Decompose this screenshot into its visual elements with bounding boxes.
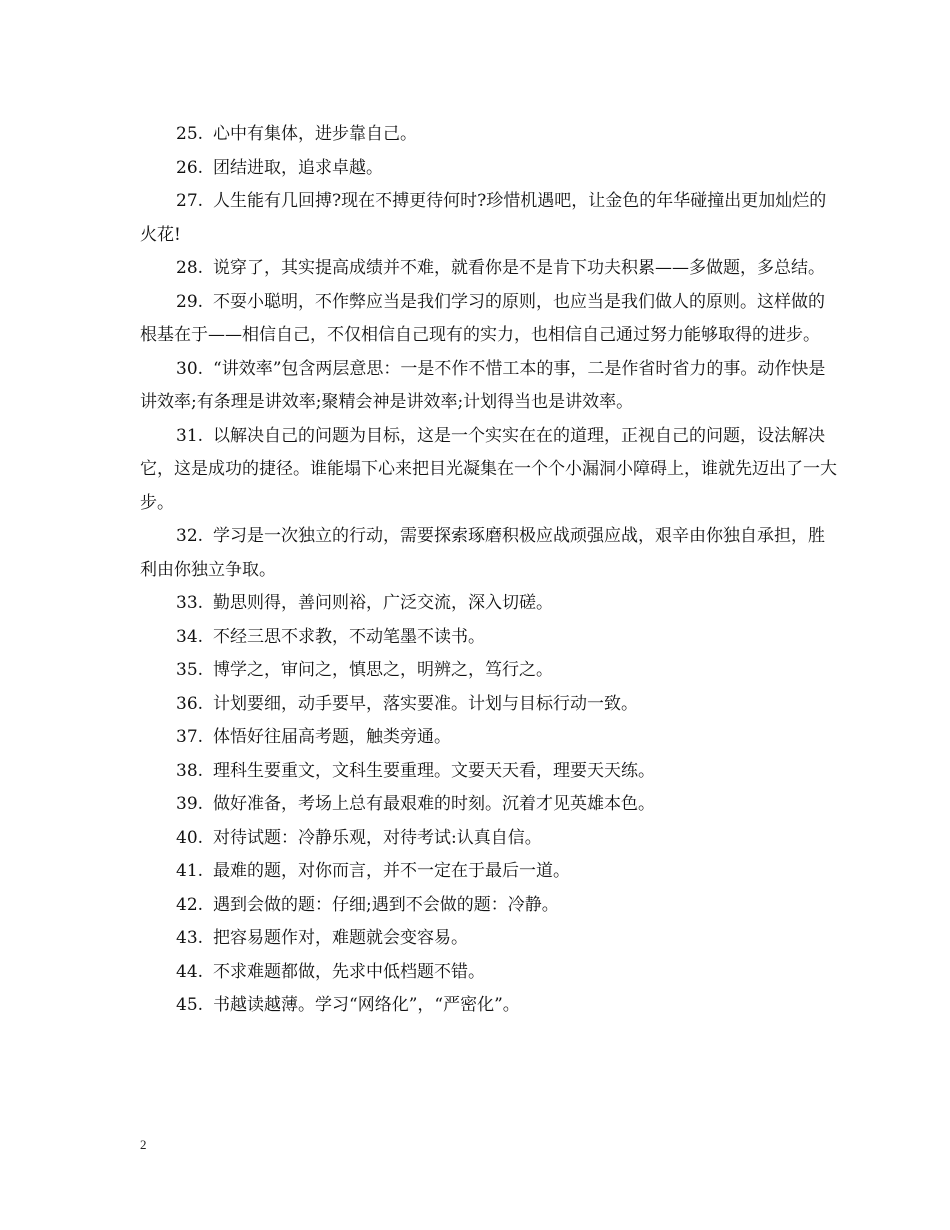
item-text: 书越读越薄。学习“网络化”，“严密化”。: [213, 995, 520, 1015]
list-item: [140, 788, 840, 822]
item-text: 理科生要重文，文科生要重理。文要天天看，理要天天练。: [213, 760, 656, 781]
item-text: “讲效率”包含两层意思：一是不作不惜工本的事，二是作省时省力的事。动作快是讲效率;有条理是讲效率;聚精会神是讲效率;计划得当也是讲效率。: [140, 358, 826, 412]
item-number: 38.: [176, 760, 204, 781]
list-item: [140, 989, 840, 1023]
item-number: 42.: [176, 894, 204, 915]
quote-list: [140, 118, 840, 1023]
item-number: 27.: [176, 191, 204, 211]
item-number: 28.: [176, 258, 204, 278]
item-text: 计划要细，动手要早，落实要准。计划与目标行动一致。: [213, 693, 639, 714]
item-text: 以解决自己的问题为目标，这是一个实实在在的道理，正视自己的问题，设法解决它，这是成功的捷径。谁能塌下心来把目光凝集在一个个小漏洞小障碍上，谁就先迈出了一大步。: [140, 425, 837, 513]
list-item: [140, 286, 840, 353]
item-text: 不耍小聪明，不作弊应当是我们学习的原则，也应当是我们做人的原则。这样做的根基在于——相信自己，不仅相信自己现有的实力，也相信自己通过努力能够取得的进步。: [140, 291, 826, 345]
item-number: 34.: [176, 626, 204, 647]
item-number: 25.: [176, 124, 204, 144]
item-number: 41.: [176, 861, 204, 881]
list-item: [140, 721, 840, 755]
item-number: 26.: [176, 157, 204, 178]
page-number: 2: [140, 1137, 147, 1152]
item-text: 心中有集体，进步靠自己。: [213, 124, 418, 144]
item-number: 40.: [176, 827, 204, 848]
list-item: [140, 855, 840, 889]
list-item: [140, 520, 840, 587]
list-item: [140, 152, 840, 186]
item-number: 44.: [176, 961, 204, 982]
item-number: 29.: [176, 291, 204, 312]
list-item: [140, 621, 840, 655]
item-text: 遇到会做的题：仔细;遇到不会做的题：冷静。: [213, 894, 559, 915]
item-number: 43.: [176, 928, 204, 948]
item-text: 把容易题作对，难题就会变容易。: [213, 928, 469, 948]
list-item: [140, 587, 840, 621]
item-text: 做好准备，考场上总有最艰难的时刻。沉着才见英雄本色。: [213, 794, 656, 814]
list-item: [140, 654, 840, 688]
item-number: 31.: [176, 425, 204, 446]
item-text: 学习是一次独立的行动，需要探索琢磨积极应战顽强应战，艰辛由你独自承担，胜利由你独立争取。: [140, 526, 826, 580]
list-item: [140, 922, 840, 956]
item-text: 博学之，审问之，慎思之，明辨之，笃行之。: [213, 660, 554, 680]
list-item: [140, 118, 840, 152]
item-text: 不经三思不求教，不动笔墨不读书。: [213, 626, 486, 647]
item-number: 35.: [176, 660, 204, 680]
item-text: 勤思则得，善问则裕，广泛交流，深入切磋。: [213, 593, 554, 613]
list-item: [140, 822, 840, 856]
list-item: [140, 755, 840, 789]
item-text: 体悟好往届高考题，触类旁通。: [213, 727, 452, 747]
list-item: [140, 956, 840, 990]
item-text: 最难的题，对你而言，并不一定在于最后一道。: [213, 861, 571, 881]
list-item: [140, 889, 840, 923]
item-number: 30.: [176, 358, 204, 379]
item-text: 人生能有几回搏?现在不搏更待何时?珍惜机遇吧，让金色的年华碰撞出更加灿烂的火花!: [140, 191, 827, 245]
item-number: 39.: [176, 794, 204, 814]
item-number: 33.: [176, 593, 204, 613]
list-item: [140, 185, 840, 252]
item-text: 对待试题：冷静乐观，对待考试:认真自信。: [213, 827, 542, 848]
item-number: 36.: [176, 693, 204, 714]
list-item: [140, 353, 840, 420]
item-text: 不求难题都做，先求中低档题不错。: [213, 961, 486, 982]
item-number: 37.: [176, 727, 204, 747]
item-text: 说穿了，其实提高成绩并不难，就看你是不是肯下功夫积累——多做题，多总结。: [213, 258, 826, 278]
item-number: 45.: [176, 995, 204, 1015]
item-number: 32.: [176, 526, 204, 546]
list-item: [140, 252, 840, 286]
list-item: [140, 688, 840, 722]
item-text: 团结进取，追求卓越。: [213, 157, 384, 178]
list-item: [140, 420, 840, 521]
